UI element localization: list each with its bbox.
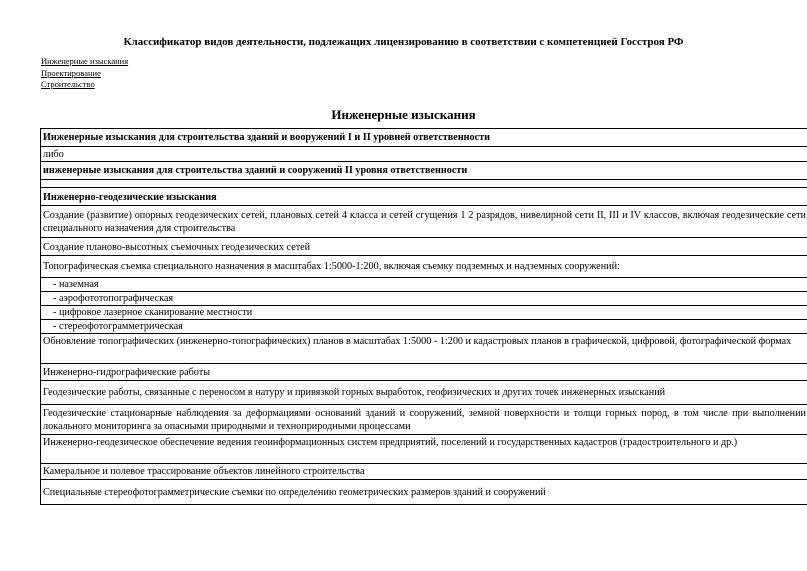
activities-table [40, 128, 807, 505]
link-engineering-surveys[interactable]: Инженерные изыскания [41, 56, 129, 66]
link-construction[interactable]: Строительство [41, 79, 95, 89]
table-row: либо [41, 147, 807, 162]
table-row: Инженерно-геодезические изыскания [41, 188, 807, 206]
table-row: Обновление топографических (инженерно-топографических) планов в масштабах 1:5000 - 1:200 и кадастровых планов в графической, цифровой, фотографической формах [41, 334, 807, 364]
section-title: Инженерные изыскания [331, 107, 476, 122]
table-row-empty [41, 180, 807, 188]
nav-links [41, 56, 128, 91]
table-row: - цифровое лазерное сканирование местности [41, 306, 807, 320]
table-row: - аэрофототопографическая [41, 292, 807, 306]
table-row: Инженерно-геодезическое обеспечение ведения геоинформационных систем предприятий, поселений и государственных кадастров (градостроительного и др.) [41, 435, 807, 464]
page-title: Классификатор видов деятельности, подлежащих лицензированию в соответствии с компетенцией Госстроя РФ [123, 36, 684, 48]
table-row: - наземная [41, 278, 807, 292]
table-row: - стереофотограмметрическая [41, 320, 807, 334]
table-row: Топографическая съемка специального назначения в масштабах 1:5000-1:200, включая съемку подземных и надземных сооружений: [41, 256, 807, 278]
table-row: Создание планово-высотных съемочных геодезических сетей [41, 238, 807, 256]
table-row: Инженерные изыскания для строительства зданий и вооружений I и II уровней ответственности [41, 129, 807, 147]
table-row: Инженерно-гидрографические работы [41, 364, 807, 381]
link-design[interactable]: Проектирование [41, 67, 101, 78]
table-row: Геодезические работы, связанные с переносом в натуру и привязкой горных выработок, геофизических и других точек инженерных изысканий [41, 381, 807, 405]
table-row: инженерные изыскания для строительства зданий и сооружений II уровня ответственности [41, 162, 807, 180]
table-row: Геодезические стационарные наблюдения за деформациями оснований зданий и сооружений, земной поверхности и толщи горных пород, в том числе при выполнении локального мониторинга за опасными природными и техноприродными процессами [41, 405, 807, 435]
table-row: Создание (развитие) опорных геодезических сетей, плановых сетей 4 класса и сетей сгущения 1 2 разрядов, нивелирной сети II, III и IV классов, включая геодезические сети специального назначения для строительства [41, 206, 807, 238]
table-row: Специальные стереофотограмметрические съемки по определению геометрических размеров зданий и сооружений [41, 480, 807, 505]
table-row: Камеральное и полевое трассирование объектов линейного строительства [41, 464, 807, 480]
